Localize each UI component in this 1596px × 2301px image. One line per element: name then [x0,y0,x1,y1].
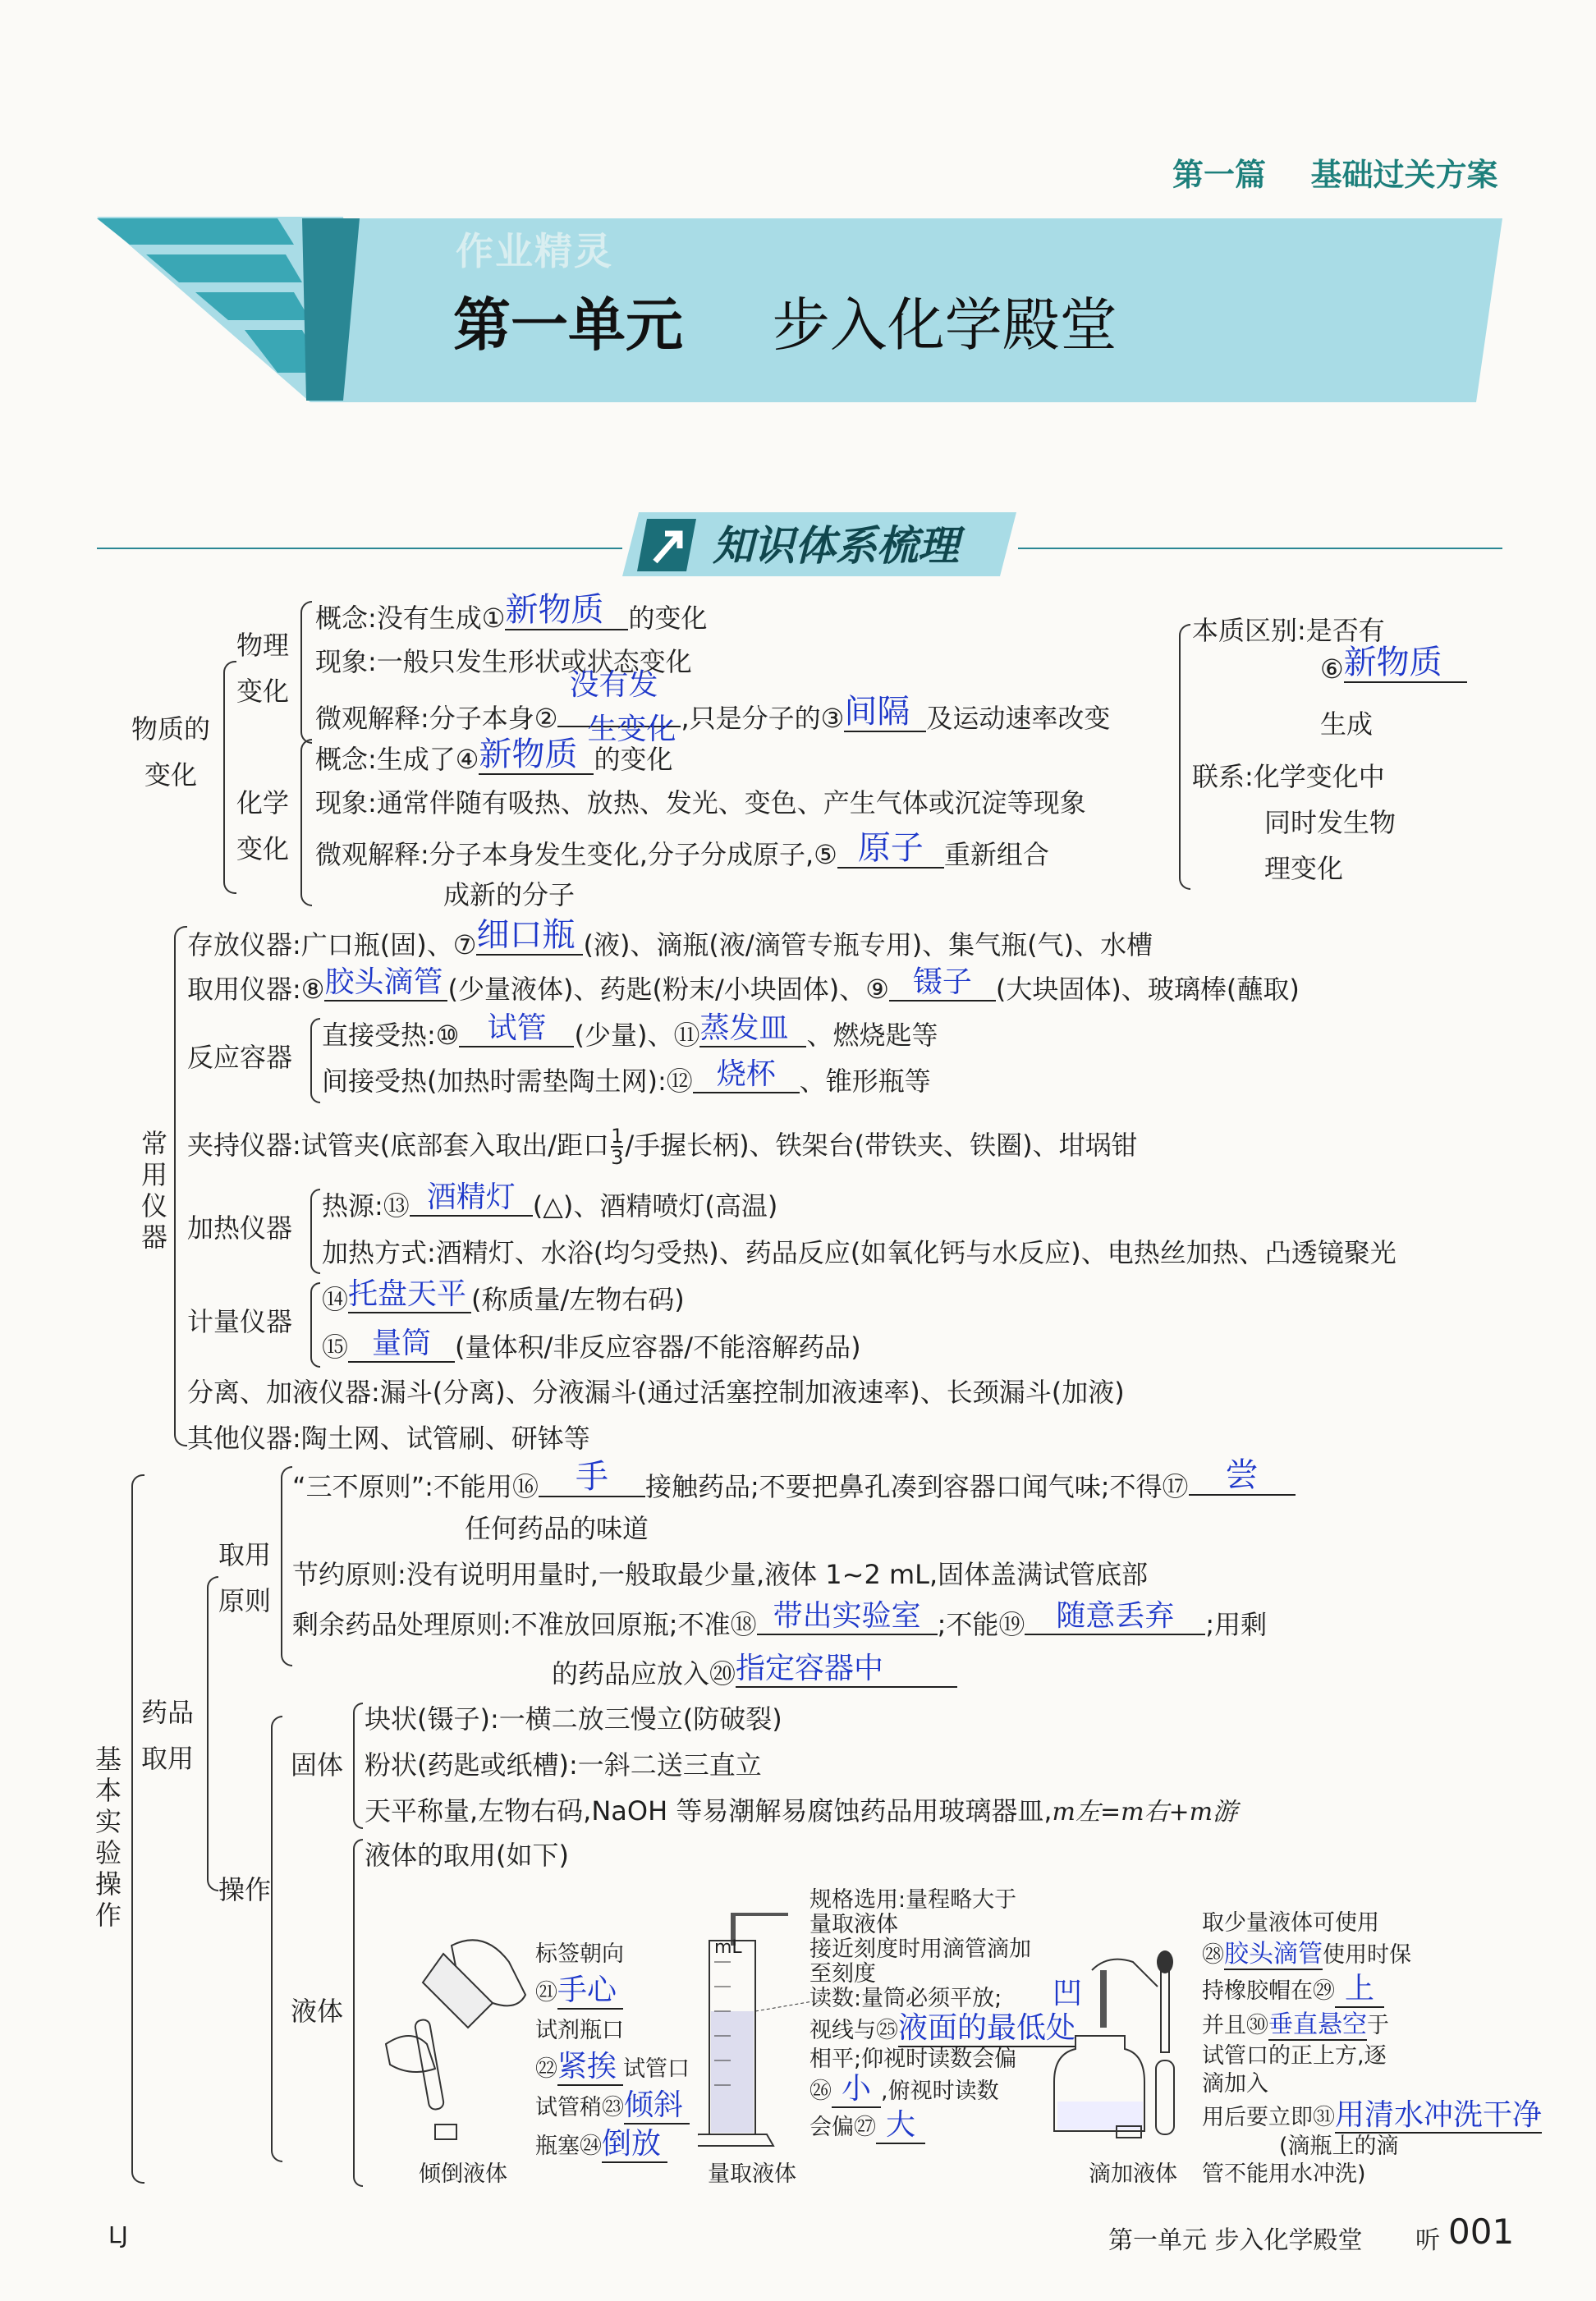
blank-10 [459,1011,574,1047]
answer-3: 间隔 [844,693,910,731]
essential-diff-post: 生成 [1320,708,1374,740]
three-line2: 任何药品的味道 [465,1513,649,1544]
answer-16: 手 [575,1458,608,1496]
basic-root-2: 本 [95,1775,122,1806]
heat-method: 加热方式:酒精灯、水浴(均匀受热)、药品反应(如氧化钙与水反应)、电热丝加热、凸透镜聚光 [322,1237,1396,1268]
measure-note-5: 读数:量筒必须平放; [809,1986,1002,2011]
liquid-label: 液体 [291,1996,344,2027]
physical-concept-post: 的变化 [628,603,708,634]
section-rule-right [1018,548,1502,549]
pour-note-4: 瓶塞㉔ [535,2134,602,2159]
unit-title [453,279,1117,362]
brace-principle [281,1466,292,1666]
fraction [611,1126,623,1167]
measure-note-2: 量取液体 [809,1912,898,1937]
brace-liquid [353,1839,363,2187]
brace-physical [300,601,312,744]
unit-name: 步入化学殿堂 [772,291,1117,359]
footer-left: LJ [108,2221,128,2248]
blank-20 [736,1652,957,1688]
brace-right [1179,624,1190,890]
answer-25: 液面的最低处 [898,2011,1075,2047]
blank-17 [1189,1456,1296,1496]
answer-8: 胶头滴管 [324,965,443,999]
remain-principle [292,1599,1268,1643]
take-mid: (少量液体)、药匙(粉末/小块固体)、⑨ [447,974,889,1005]
blank-3 [844,693,926,732]
measure-note-27 [809,2108,1075,2144]
remain-line2-pre: 的药品应放入⑳ [552,1658,736,1689]
answer-14: 托盘天平 [348,1277,467,1311]
solid-block: 块状(镊子):一横二放三慢立(防破裂) [365,1703,782,1735]
brace-instruments [174,926,187,1446]
drop-note-7: 用后要立即㉛ [1202,2105,1335,2130]
pour-n21: ㉑ [535,1980,557,2005]
remain-pre: 剩余药品处理原则:不准放回原瓶;不准⑱ [292,1609,757,1640]
measure-balance-post: (称质量/左物右码) [471,1284,685,1315]
brace-basic [131,1474,144,2184]
reaction-indirect-post: 、锥形瓶等 [799,1066,931,1097]
remain-post: ;用剩 [1205,1609,1268,1640]
measure-note-26 [809,2072,1075,2108]
measure-balance [322,1277,685,1318]
chemical-phenomenon: 现象:通常伴随有吸热、放热、发光、变色、产生气体或沉淀等现象 [315,787,1086,818]
heat-source-pre: 热源:⑬ [322,1190,410,1222]
measure-n26: ㉖ [809,2079,832,2104]
measure-note-6: 视线与㉕ [809,2018,898,2043]
instruments-root [141,1128,167,1253]
measure-note-4: 至刻度 [809,1961,876,1987]
pour-note-23 [535,2088,690,2127]
relation-line3: 理变化 [1264,853,1344,884]
change-root-line2: 变化 [144,759,198,791]
drop-note-30 [1202,2008,1542,2042]
answer-4: 新物质 [479,736,578,773]
brace-drug [207,1576,218,1891]
pour-note-2: 试剂瓶口 [535,2018,624,2043]
drop-notes [1202,1909,1542,2189]
separate-row: 分离、加液仪器:漏斗(分离)、分液漏斗(通过活塞控制加液速率)、长颈漏斗(加液) [187,1377,1125,1408]
chemical-label-2: 变化 [236,833,290,864]
fraction-den: 3 [611,1146,624,1169]
essential-diff: 本质区别:是否有 [1192,615,1385,646]
brace-measure [310,1282,320,1368]
pour-caption: 倾倒液体 [419,2161,507,2187]
storage-pre: 存放仪器:广口瓶(固)、⑦ [187,929,477,960]
drop-note-4b: 于 [1367,2013,1389,2038]
concave-answer: 凹 [1053,1977,1083,2010]
answer-5: 原子 [857,829,924,867]
answer-28: 胶头滴管 [1224,1940,1323,1969]
solid-balance [365,1795,1237,1829]
answer-2a: 没有发 [569,668,658,702]
brace-chemical [300,739,312,906]
physical-phenomenon: 现象:一般只发生形状或状态变化 [315,646,692,677]
answer-7: 细口瓶 [476,916,576,954]
chemical-concept-pre: 概念:生成了④ [315,744,479,775]
answer-20: 指定容器中 [736,1652,884,1685]
cylinder-ml: mL [714,1937,742,1958]
reaction-indirect [322,1057,931,1100]
chemical-micro-pre: 微观解释:分子本身发生变化,分子分成原子,⑤ [315,839,837,870]
brace-change [223,661,236,894]
reaction-direct [322,1011,938,1054]
chemical-label [236,780,289,872]
relation [1192,754,1396,892]
basic-root-4: 验 [95,1837,122,1868]
brace-solid [353,1703,363,1829]
answer-13: 酒精灯 [426,1180,516,1214]
heat-label: 加热仪器 [187,1212,293,1244]
blank-1 [505,591,628,630]
physical-micro [315,668,1111,746]
physical-label-2: 变化 [236,676,290,707]
answer-12: 烧杯 [716,1057,776,1091]
pour-note-1: 标签朝向 [535,1941,624,1967]
measure-note-8: ,俯视时读数 [881,2079,999,2104]
drop-note-6: 滴加入 [1202,2071,1268,2097]
reaction-direct-pre: 直接受热:⑩ [322,1020,460,1051]
basic-root-3: 实 [95,1806,122,1837]
answer-29: 上 [1335,1972,1384,2008]
blank-15 [348,1327,455,1363]
answer-1: 新物质 [505,591,604,629]
section-rule-left [97,548,622,549]
clamp-post: /手握长柄)、铁架台(带铁夹、铁圈)、坩埚钳 [625,1130,1138,1161]
chemical-concept [315,736,673,778]
basic-root-6: 作 [95,1900,122,1931]
basic-root-1: 基 [95,1744,122,1775]
chemical-label-1: 化学 [236,787,290,818]
answer-6: 新物质 [1343,644,1442,681]
change-root-line1: 物质的 [131,713,211,745]
take-pre: 取用仪器:⑧ [187,974,325,1005]
three-pre: “三不原则”:不能用⑯ [292,1471,539,1502]
answer-22: 紧挨 [557,2050,623,2086]
instruments-root-3: 仪 [141,1190,168,1222]
brace-op [271,1716,282,2162]
pour-n22: ㉒ [535,2056,557,2082]
blank-18 [757,1599,938,1635]
blank-5 [837,829,944,869]
drug-label-2: 取用 [141,1743,195,1774]
answer-6-num: ⑥ [1320,653,1344,685]
basic-root-5: 操 [95,1868,122,1900]
drug-label [141,1689,194,1781]
relation-line1: 联系:化学变化中 [1192,761,1385,792]
take-post: (大块固体)、玻璃棒(蘸取) [995,974,1300,1005]
unit-number: 第一单元 [453,291,683,359]
instruments-root-2: 用 [141,1159,168,1190]
drop-caption: 滴加液体 [1089,2161,1177,2187]
physical-label [236,622,289,714]
remain-mid: ;不能⑲ [937,1609,1025,1640]
blank-14 [348,1277,471,1313]
drop-note-3: 持橡胶帽在㉙ [1202,1978,1335,2004]
part-title: 基础过关方案 [1310,157,1498,193]
measure-caption: 量取液体 [708,2161,796,2187]
heat-source [322,1180,778,1225]
footer-brand: 听 [1415,2226,1440,2255]
fraction-num: 1 [611,1125,624,1148]
section-title: 知识体系梳理 [713,522,959,570]
brace-heat [310,1189,320,1274]
liquid-head: 液体的取用(如下) [365,1840,569,1871]
blank-7 [476,916,583,956]
answer-9: 镊子 [912,965,972,999]
clamp-row [187,1126,1138,1167]
drop-note-9: 管不能用水冲洗) [1202,2161,1366,2187]
chemical-micro [315,829,1049,873]
physical-micro-mid: ,只是分子的③ [681,703,845,734]
chemical-micro-line2: 成新的分子 [443,879,576,910]
answer-31: 用清水冲洗干净 [1335,2098,1543,2132]
answer-23: 倾斜 [624,2088,690,2125]
pour-note-3: 试管稍㉓ [535,2095,624,2120]
measure-cylinder-pre: ⑮ [322,1332,349,1363]
solid-label: 固体 [291,1749,344,1781]
answer-11: 蒸发皿 [699,1011,789,1045]
watermark: 作业精灵 [456,229,613,273]
blank-9 [889,965,996,1002]
answer-27: 大 [876,2108,925,2144]
blank-6 [1344,644,1467,683]
physical-concept-pre: 概念:没有生成① [315,603,506,634]
remain-line2 [552,1652,957,1693]
relation-line2: 同时发生物 [1264,807,1396,838]
drop-note-1: 取少量液体可使用 [1202,1910,1379,1936]
answer-17: 尝 [1225,1456,1259,1494]
blank-4 [479,736,594,775]
take-row [187,965,1300,1008]
pour-note-21 [535,1973,690,2012]
blank-11 [699,1011,806,1047]
answer-30: 垂直悬空 [1268,2010,1367,2039]
pour-note-2b: 试管口 [623,2056,690,2082]
solid-powder: 粉状(药匙或纸槽):一斜二送三直立 [365,1749,762,1781]
measure-note-3: 接近刻度时用滴管滴加 [809,1937,1031,1962]
blank-19 [1025,1599,1205,1635]
principle-label [218,1532,271,1624]
pour-illustration [378,1921,542,2151]
basic-root [95,1744,122,1931]
drop-note-31 [1202,2098,1542,2133]
drop-note-29 [1202,1972,1542,2008]
measure-note-25 [809,2011,1075,2047]
drop-note-2: 使用时保 [1323,1942,1411,1968]
reaction-direct-mid: (少量)、⑪ [574,1020,700,1051]
measure-note-7: 相平;仰视时读数会偏 [809,2047,1017,2072]
physical-label-1: 物理 [236,630,290,661]
essential-diff-answer [1320,644,1467,688]
reaction-direct-post: 、燃烧匙等 [806,1020,938,1051]
physical-micro-post: 及运动速率改变 [926,703,1111,734]
pour-notes [535,1936,690,2166]
brace-reaction [310,1018,320,1103]
instruments-root-1: 常 [141,1128,168,1159]
chemical-micro-post: 重新组合 [943,839,1049,870]
measure-cylinder [322,1327,861,1366]
physical-micro-pre: 微观解释:分子本身② [315,703,558,734]
answer-19: 随意丢弃 [1056,1599,1175,1633]
part-header [1172,149,1498,195]
three-mid: 接触药品;不要把鼻孔凑到容器口闻气味;不得⑰ [644,1471,1189,1502]
blank-13 [410,1180,533,1217]
measure-balance-pre: ⑭ [322,1284,349,1315]
other-row: 其他仪器:陶土网、试管刷、研钵等 [187,1423,590,1454]
answer-18: 带出实验室 [773,1599,921,1633]
measure-note-9: 会偏㉗ [809,2115,876,2140]
change-root [131,706,210,798]
answer-26: 小 [832,2072,881,2108]
answer-2b: 生变化 [587,713,676,746]
solid-balance-text: 天平称量,左物右码,NaOH 等易潮解易腐蚀药品用玻璃器皿, [365,1795,1053,1827]
page-number: 001 [1448,2212,1515,2252]
reaction-indirect-pre: 间接受热(加热时需垫陶土网):⑫ [322,1066,693,1097]
principle-label-1: 取用 [218,1539,272,1570]
pour-note-22 [535,2050,690,2088]
answer-24: 倒放 [602,2127,667,2163]
drug-label-1: 药品 [141,1697,195,1728]
drop-note-5: 试管口的正上方,逐 [1202,2043,1387,2069]
drop-n28: ㉘ [1202,1942,1224,1968]
instruments-root-4: 器 [141,1222,168,1253]
answer-10: 试管 [487,1011,547,1045]
storage-row [187,916,1153,964]
blank-2 [557,668,681,746]
blank-8 [324,965,447,1002]
storage-post: (液)、滴瓶(液/滴管专瓶专用)、集气瓶(气)、水槽 [583,929,1153,960]
blank-16 [539,1458,645,1497]
physical-concept [315,591,708,637]
reaction-label: 反应容器 [187,1042,293,1073]
balance-equation: m左=m右+m游 [1052,1798,1238,1827]
save-principle: 节约原则:没有说明用量时,一般取最少量,液体 1~2 mL,固体盖满试管底部 [292,1559,1149,1590]
answer-15: 量筒 [372,1327,432,1360]
drop-note-8: (滴瓶上的滴 [1279,2134,1399,2159]
footer-unit: 第一单元 步入化学殿堂 [1108,2226,1363,2255]
pour-note-24 [535,2127,690,2166]
dropper-illustration [1051,1937,1190,2143]
drop-note-28 [1202,1937,1542,1972]
heat-source-post: (△)、酒精喷灯(高温) [532,1190,778,1222]
measure-note-1: 规格选用:量程略大于 [809,1887,1017,1913]
drop-note-4: 并且㉚ [1202,2013,1268,2038]
measure-notes [809,1888,1075,2144]
clamp-pre: 夹持仪器:试管夹(底部套入取出/距口 [187,1130,610,1161]
measure-cylinder-post: (量体积/非反应容器/不能溶解药品) [455,1332,861,1363]
blank-12 [693,1057,800,1093]
measure-label: 计量仪器 [187,1306,293,1337]
principle-label-2: 原则 [218,1585,272,1616]
answer-21: 手心 [557,1973,623,2010]
three-no-principle [292,1456,1296,1506]
chemical-concept-post: 的变化 [594,744,673,775]
part-label: 第一篇 [1172,157,1267,193]
op-label: 操作 [218,1874,272,1905]
